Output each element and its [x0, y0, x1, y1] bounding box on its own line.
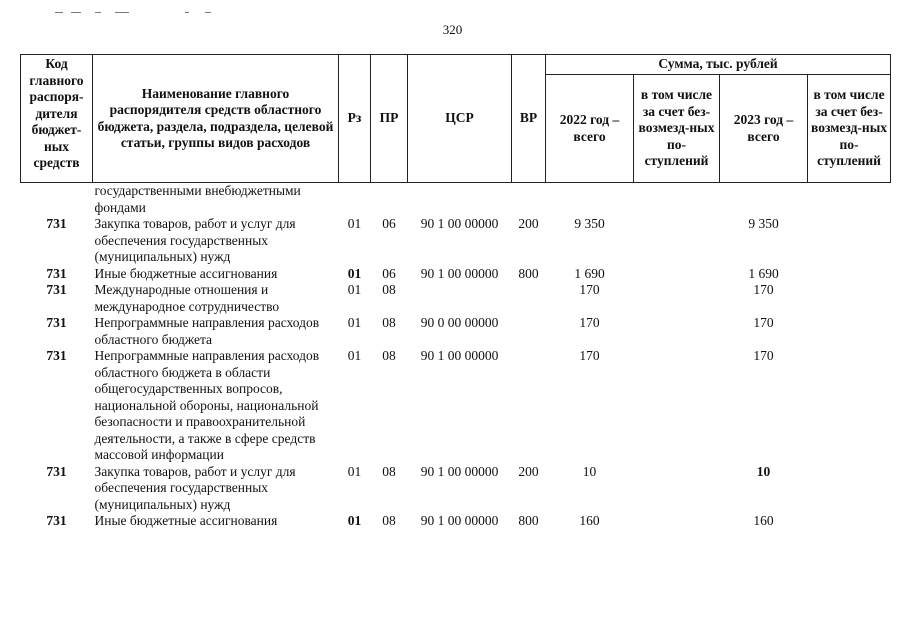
cell-pr: 08	[382, 513, 396, 528]
cell-2022-total: 170	[579, 315, 600, 330]
cell-csr: 90 1 00 00000	[420, 513, 499, 528]
cell-2023-free	[808, 348, 891, 464]
cell-pr: 08	[382, 463, 396, 479]
cell-2022-free	[634, 282, 720, 315]
cell-2023-total: 170	[753, 282, 774, 297]
cell-rz: 01	[347, 513, 362, 528]
cell-csr: 90 1 00 00000	[420, 463, 499, 479]
table-row	[21, 266, 891, 283]
table-header	[21, 55, 891, 183]
cell-2023-free	[808, 183, 891, 217]
cell-2022-free	[634, 266, 720, 283]
cell-code: 731	[46, 463, 67, 479]
cell-csr	[408, 183, 512, 217]
header-2023-total: 2023 год – всего	[720, 75, 808, 183]
cell-csr: 90 1 00 00000	[420, 265, 499, 281]
table-body	[21, 183, 891, 530]
header-rz: Рз	[339, 55, 371, 183]
cell-2022-total: 1 690	[574, 265, 605, 281]
cell-2022-total: 170	[579, 282, 600, 297]
header-csr: ЦСР	[408, 55, 512, 183]
cell-2023-free	[808, 266, 891, 283]
cell-csr	[408, 282, 512, 315]
cell-2023-free	[808, 315, 891, 348]
table-row	[21, 315, 891, 348]
cell-2023-free	[808, 513, 891, 530]
cell-2023-total: 160	[753, 513, 774, 528]
cell-2022-total: 170	[579, 348, 600, 363]
cell-2022-free	[634, 464, 720, 514]
cell-csr: 90 1 00 00000	[420, 216, 499, 231]
cell-2022-total	[546, 183, 634, 217]
cell-vr	[512, 348, 546, 464]
cell-vr	[512, 315, 546, 348]
cell-2022-total: 160	[579, 513, 600, 528]
cell-code: 731	[46, 282, 67, 297]
table-row	[21, 464, 891, 514]
cell-rz	[339, 183, 371, 217]
cell-rz: 01	[347, 265, 362, 281]
cell-pr	[371, 183, 408, 217]
cell-code: 731	[46, 265, 67, 281]
cell-rz: 01	[347, 315, 362, 330]
cell-2022-total: 10	[582, 463, 597, 479]
scan-artifact	[55, 8, 235, 16]
cell-pr: 06	[382, 265, 396, 281]
cell-rz: 01	[347, 348, 362, 363]
header-2022-free: в том числе за счет без-возмезд-ных по-ступлений	[634, 75, 720, 183]
cell-pr: 08	[382, 282, 396, 297]
cell-code	[21, 183, 93, 217]
cell-vr	[512, 183, 546, 217]
cell-name: Непрограммные направления расходов областного бюджета	[94, 315, 320, 347]
table-row	[21, 513, 891, 530]
cell-pr: 08	[382, 315, 396, 330]
cell-name: Иные бюджетные ассигнования	[94, 265, 278, 281]
table-row	[21, 216, 891, 266]
cell-2023-free	[808, 464, 891, 514]
cell-name: Международные отношения и международное сотрудничество	[94, 282, 280, 314]
cell-2022-free	[634, 216, 720, 266]
header-2023-free: в том числе за счет без-возмезд-ных по-ступлений	[808, 75, 891, 183]
cell-code: 731	[46, 348, 67, 363]
cell-vr: 200	[518, 216, 539, 231]
cell-vr: 200	[518, 463, 539, 479]
cell-code: 731	[46, 216, 67, 231]
header-vr: ВР	[512, 55, 546, 183]
cell-name: Непрограммные направления расходов областного бюджета в области общегосударственных вопросов, национальной обороны, национальной безопасности и правоохранительной деятельности, а также в сфере средств массовой информации	[94, 348, 320, 462]
cell-rz: 01	[347, 282, 362, 297]
cell-2023-free	[808, 216, 891, 266]
header-pr: ПР	[371, 55, 408, 183]
cell-code: 731	[46, 315, 67, 330]
table-row	[21, 183, 891, 217]
header-name: Наименование главного распорядителя средств областного бюджета, раздела, подраздела, целевой статьи, группы видов расходов	[93, 55, 339, 183]
cell-2023-total: 1 690	[748, 265, 779, 281]
header-sum: Сумма, тыс. рублей	[546, 55, 891, 75]
table-row	[21, 282, 891, 315]
cell-vr: 800	[518, 265, 539, 281]
cell-2022-free	[634, 183, 720, 217]
cell-2023-total: 170	[753, 315, 774, 330]
cell-pr: 06	[382, 216, 396, 231]
header-code: Код главного распоря-дителя бюджет-ных средств	[21, 55, 93, 183]
cell-2023-free	[808, 282, 891, 315]
cell-2022-free	[634, 315, 720, 348]
cell-2022-free	[634, 348, 720, 464]
cell-name: Иные бюджетные ассигнования	[94, 513, 278, 528]
cell-2023-total: 170	[753, 348, 774, 363]
budget-table	[20, 54, 891, 530]
cell-2023-total	[720, 183, 808, 217]
cell-pr: 08	[382, 348, 396, 363]
cell-rz: 01	[347, 463, 362, 479]
cell-code: 731	[46, 513, 67, 528]
cell-name: Закупка товаров, работ и услуг для обеспечения государственных (муниципальных) нужд	[94, 216, 296, 264]
cell-csr: 90 0 00 00000	[420, 315, 499, 330]
cell-2022-total: 9 350	[574, 216, 605, 231]
header-2022-total: 2022 год – всего	[546, 75, 634, 183]
table-row	[21, 348, 891, 464]
cell-2023-total: 9 350	[748, 216, 779, 231]
cell-2022-free	[634, 513, 720, 530]
cell-rz: 01	[347, 216, 362, 231]
page-number: 320	[442, 22, 463, 37]
cell-name: Закупка товаров, работ и услуг для обеспечения государственных (муниципальных) нужд	[94, 463, 296, 512]
cell-vr	[512, 282, 546, 315]
cell-2023-total: 10	[756, 463, 771, 479]
cell-vr: 800	[518, 513, 539, 528]
cell-csr: 90 1 00 00000	[420, 348, 499, 363]
cell-name: государственными внебюджетными фондами	[94, 183, 301, 215]
